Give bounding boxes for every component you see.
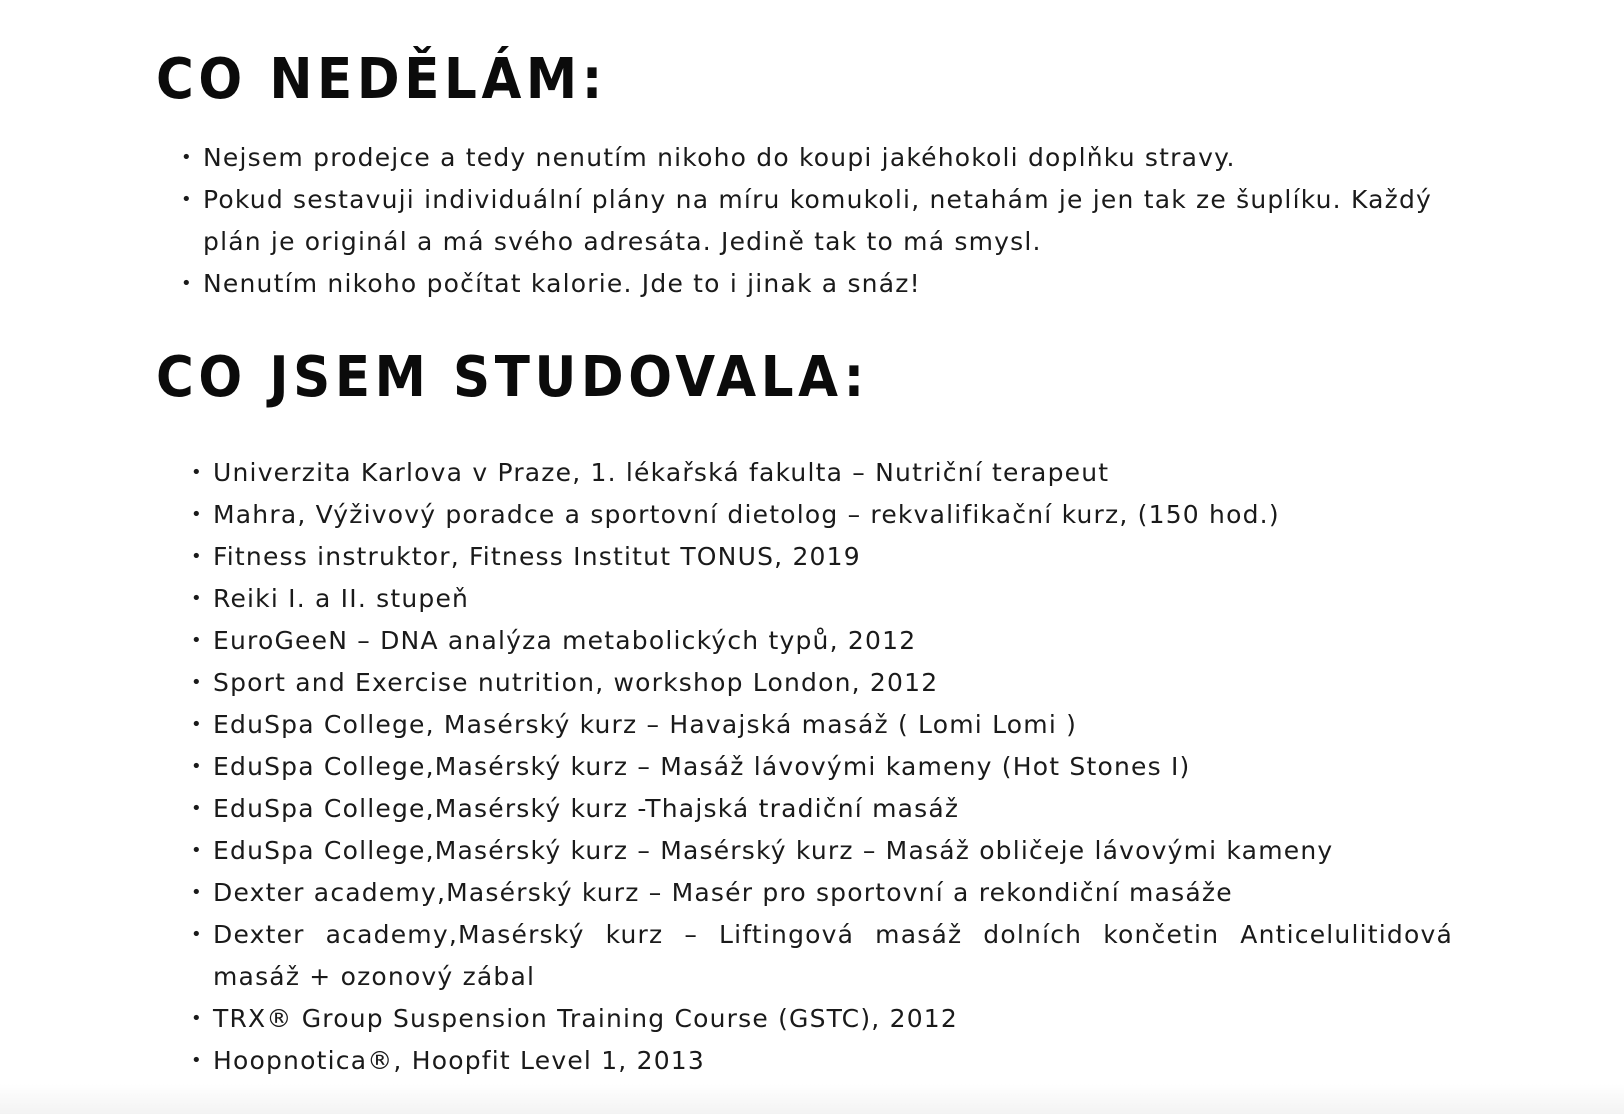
bullet-icon: • [181,273,193,294]
list-item [181,263,1443,305]
bullet-icon: • [191,756,203,777]
list-item-text: EduSpa College,Masérský kurz – Masérský kurz – Masáž obličeje lávovými kameny [213,836,1334,865]
list-item-text: EuroGeeN – DNA analýza metabolických typů, 2012 [213,626,917,655]
list-item [191,746,1453,788]
list-item-text: EduSpa College,Masérský kurz – Masáž lávovými kameny (Hot Stones I) [213,752,1191,781]
list-item-text: Reiki I. a II. stupeň [213,584,470,613]
list-item-text: Mahra, Výživový poradce a sportovní dietolog – rekvalifikační kurz, (150 hod.) [213,500,1280,529]
list-item [191,662,1453,704]
list-item [191,914,1453,998]
list-item-text: Dexter academy,Masérský kurz – Masér pro sportovní a rekondiční masáže [213,878,1233,907]
bullet-icon: • [181,189,193,210]
list-item-text: Fitness instruktor, Fitness Institut TONUS, 2019 [213,542,861,571]
list-item-text: Nejsem prodejce a tedy nenutím nikoho do koupi jakéhokoli doplňku stravy. [203,143,1236,172]
list-item-text: Sport and Exercise nutrition, workshop London, 2012 [213,668,939,697]
page-bottom-edge [0,1084,1624,1114]
list-item [191,788,1453,830]
heading-co-jsem-studovala: CO JSEM STUDOVALA: [156,345,869,410]
list-item [181,137,1443,179]
list-item-text: Nenutím nikoho počítat kalorie. Jde to i jinak a snáz! [203,269,921,298]
bullet-icon: • [191,588,203,609]
list-item [181,179,1443,263]
list-item-text: Pokud sestavuji individuální plány na míru komukoli, netahám je jen tak ze šuplíku. Každý plán je originál a má svého adresáta. Jedině tak to má smysl. [203,185,1433,256]
list-item [191,536,1453,578]
list-co-nedelam [181,137,1443,305]
heading-co-nedelam: CO NEDĚLÁM: [156,47,607,112]
bullet-icon: • [191,672,203,693]
bullet-icon: • [191,924,203,945]
bullet-icon: • [181,147,193,168]
list-item [191,1040,1453,1082]
bullet-icon: • [191,546,203,567]
list-item-text: TRX® Group Suspension Training Course (GSTC), 2012 [213,1004,959,1033]
list-item-text: EduSpa College,Masérský kurz -Thajská tradiční masáž [213,794,960,823]
bullet-icon: • [191,504,203,525]
list-item-text: EduSpa College, Masérský kurz – Havajská masáž ( Lomi Lomi ) [213,710,1078,739]
list-co-jsem-studovala [191,452,1453,1082]
bullet-icon: • [191,882,203,903]
list-item [191,830,1453,872]
list-item [191,998,1453,1040]
list-item [191,872,1453,914]
list-item-text: Hoopnotica®, Hoopfit Level 1, 2013 [213,1046,706,1075]
list-item [191,452,1453,494]
bullet-icon: • [191,1050,203,1071]
list-item-text: Dexter academy,Masérský kurz – Liftingová masáž dolních končetin Anticelulitidová masáž + ozonový zábal [213,920,1453,991]
list-item-text: Univerzita Karlova v Praze, 1. lékařská fakulta – Nutriční terapeut [213,458,1110,487]
bullet-icon: • [191,1008,203,1029]
bullet-icon: • [191,462,203,483]
list-item [191,704,1453,746]
bullet-icon: • [191,840,203,861]
list-item [191,620,1453,662]
bullet-icon: • [191,630,203,651]
list-item [191,494,1453,536]
bullet-icon: • [191,714,203,735]
bullet-icon: • [191,798,203,819]
list-item [191,578,1453,620]
